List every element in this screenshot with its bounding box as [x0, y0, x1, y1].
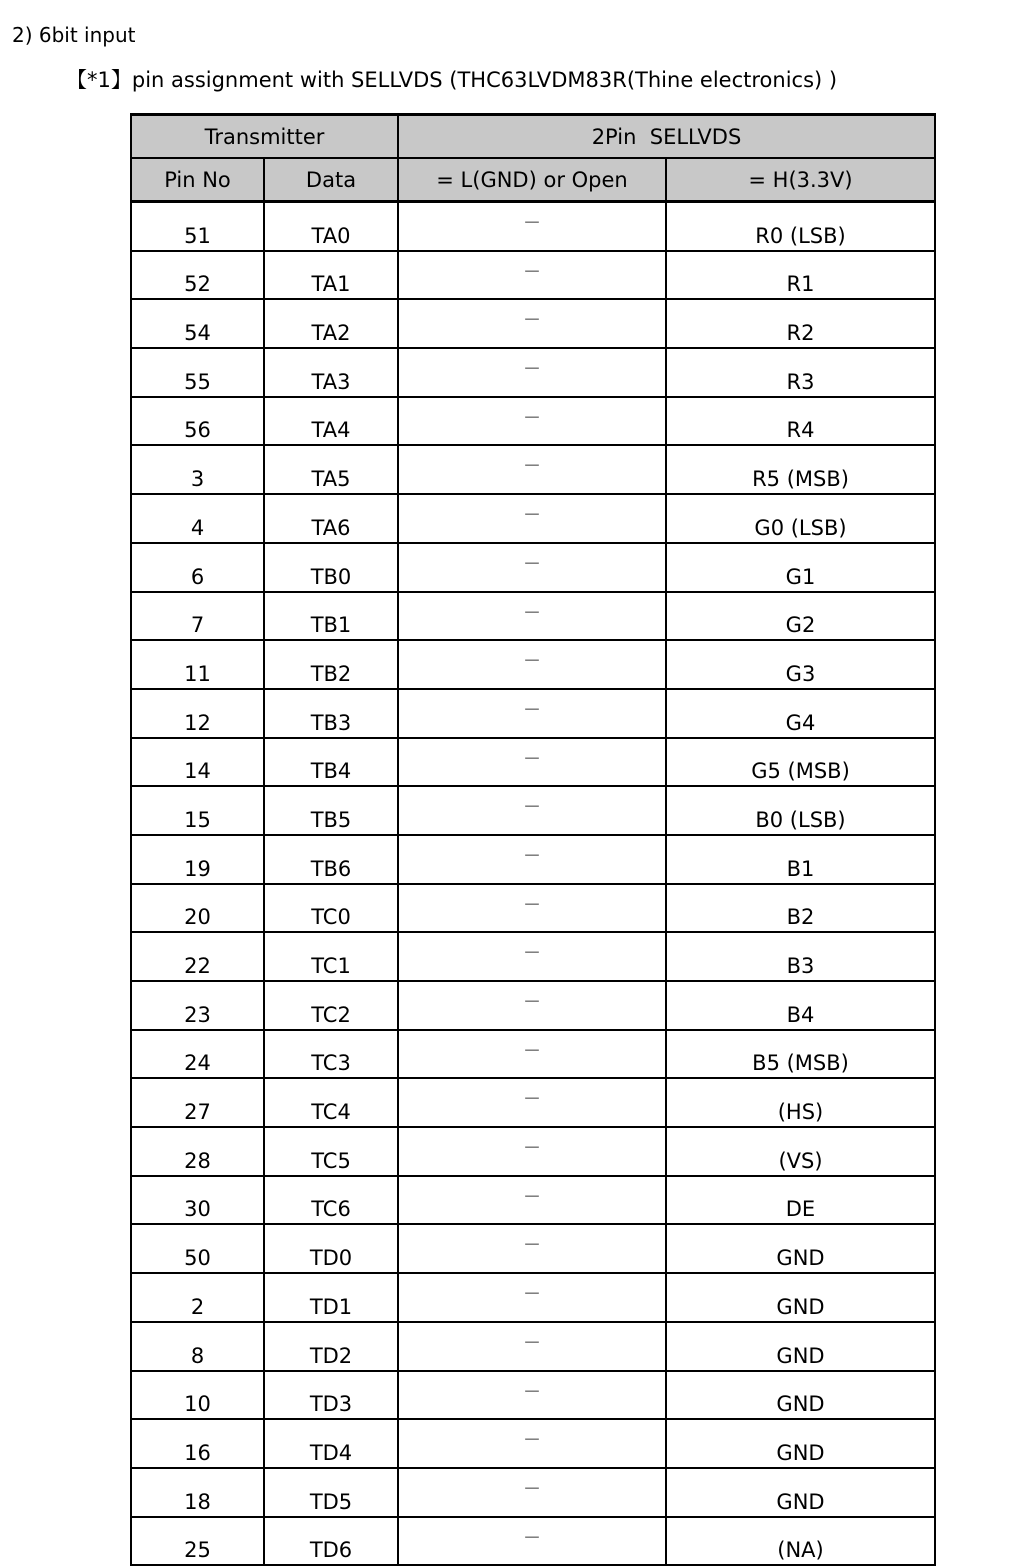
low-level-cell: －: [398, 835, 666, 884]
table-row: [131, 1468, 935, 1517]
data-signal-cell: TC0: [264, 884, 398, 933]
table-row: [131, 202, 935, 251]
table-row: [131, 592, 935, 641]
data-signal-cell: TD6: [264, 1517, 398, 1566]
low-level-cell: －: [398, 592, 666, 641]
high-level-cell: R5 (MSB): [666, 445, 935, 494]
low-level-cell: －: [398, 1176, 666, 1225]
low-level-cell: －: [398, 397, 666, 446]
table-row: [131, 1127, 935, 1176]
table-row: [131, 1224, 935, 1273]
pin-number-cell: 7: [131, 592, 264, 641]
table-row: [131, 1030, 935, 1079]
high-level-cell: B1: [666, 835, 935, 884]
data-signal-cell: TD1: [264, 1273, 398, 1322]
high-level-cell: G0 (LSB): [666, 494, 935, 543]
high-level-cell: G5 (MSB): [666, 738, 935, 787]
table-row: [131, 835, 935, 884]
data-signal-cell: TC4: [264, 1078, 398, 1127]
table-row: [131, 1371, 935, 1420]
low-level-cell: －: [398, 1273, 666, 1322]
low-level-cell: －: [398, 494, 666, 543]
low-level-cell: －: [398, 640, 666, 689]
data-signal-cell: TA0: [264, 202, 398, 251]
low-level-cell: －: [398, 689, 666, 738]
low-level-cell: －: [398, 445, 666, 494]
high-level-cell: R1: [666, 251, 935, 300]
transmitter-header: Transmitter: [131, 115, 398, 159]
data-signal-cell: TD2: [264, 1322, 398, 1371]
pin-no-header: Pin No: [131, 158, 264, 202]
pin-number-cell: 24: [131, 1030, 264, 1079]
data-signal-cell: TB6: [264, 835, 398, 884]
pin-number-cell: 20: [131, 884, 264, 933]
table-row: [131, 932, 935, 981]
pin-number-cell: 11: [131, 640, 264, 689]
table-row: [131, 1517, 935, 1566]
pin-number-cell: 25: [131, 1517, 264, 1566]
low-level-cell: －: [398, 1419, 666, 1468]
low-level-cell: －: [398, 1224, 666, 1273]
high-level-cell: (HS): [666, 1078, 935, 1127]
pin-number-cell: 8: [131, 1322, 264, 1371]
data-signal-cell: TC6: [264, 1176, 398, 1225]
pin-number-cell: 12: [131, 689, 264, 738]
pin-number-cell: 54: [131, 299, 264, 348]
pin-number-cell: 19: [131, 835, 264, 884]
high-level-cell: DE: [666, 1176, 935, 1225]
pin-number-cell: 22: [131, 932, 264, 981]
low-level-cell: －: [398, 1127, 666, 1176]
low-level-cell: －: [398, 884, 666, 933]
data-signal-cell: TC1: [264, 932, 398, 981]
high-level-cell: GND: [666, 1371, 935, 1420]
pin-number-cell: 18: [131, 1468, 264, 1517]
pin-number-cell: 15: [131, 786, 264, 835]
data-signal-cell: TB5: [264, 786, 398, 835]
high-level-cell: G2: [666, 592, 935, 641]
pin-assignment-table: [130, 113, 936, 1566]
table-row: [131, 1273, 935, 1322]
table-body: [131, 202, 935, 1566]
low-header: = L(GND) or Open: [398, 158, 666, 202]
low-level-cell: －: [398, 1322, 666, 1371]
pin-number-cell: 56: [131, 397, 264, 446]
data-signal-cell: TC2: [264, 981, 398, 1030]
section-title: 2) 6bit input: [12, 23, 136, 47]
pin-number-cell: 30: [131, 1176, 264, 1225]
data-signal-cell: TC3: [264, 1030, 398, 1079]
high-level-cell: R4: [666, 397, 935, 446]
header-columns-row: [131, 158, 935, 202]
table-row: [131, 1176, 935, 1225]
data-signal-cell: TB1: [264, 592, 398, 641]
data-signal-cell: TA2: [264, 299, 398, 348]
high-level-cell: G4: [666, 689, 935, 738]
high-level-cell: GND: [666, 1419, 935, 1468]
high-level-cell: R0 (LSB): [666, 202, 935, 251]
data-signal-cell: TA5: [264, 445, 398, 494]
low-level-cell: －: [398, 251, 666, 300]
low-level-cell: －: [398, 1030, 666, 1079]
table-row: [131, 884, 935, 933]
table-row: [131, 738, 935, 787]
header-group-row: [131, 115, 935, 159]
data-signal-cell: TB2: [264, 640, 398, 689]
high-level-cell: GND: [666, 1468, 935, 1517]
table-row: [131, 786, 935, 835]
high-header: = H(3.3V): [666, 158, 935, 202]
high-level-cell: G1: [666, 543, 935, 592]
high-level-cell: B0 (LSB): [666, 786, 935, 835]
pin-number-cell: 23: [131, 981, 264, 1030]
pin-number-cell: 51: [131, 202, 264, 251]
pin-number-cell: 52: [131, 251, 264, 300]
table-row: [131, 348, 935, 397]
data-signal-cell: TB0: [264, 543, 398, 592]
pin-number-cell: 14: [131, 738, 264, 787]
low-level-cell: －: [398, 348, 666, 397]
pin-number-cell: 16: [131, 1419, 264, 1468]
data-signal-cell: TB3: [264, 689, 398, 738]
low-level-cell: －: [398, 1078, 666, 1127]
high-level-cell: B3: [666, 932, 935, 981]
low-level-cell: －: [398, 1371, 666, 1420]
pin-number-cell: 10: [131, 1371, 264, 1420]
table-row: [131, 689, 935, 738]
table-caption: 【*1】pin assignment with SELLVDS (THC63LVDM83R(Thine electronics) ): [66, 68, 838, 92]
high-level-cell: R3: [666, 348, 935, 397]
table-row: [131, 251, 935, 300]
high-level-cell: (VS): [666, 1127, 935, 1176]
high-level-cell: B5 (MSB): [666, 1030, 935, 1079]
pin-number-cell: 4: [131, 494, 264, 543]
high-level-cell: (NA): [666, 1517, 935, 1566]
low-level-cell: －: [398, 738, 666, 787]
low-level-cell: －: [398, 932, 666, 981]
table-row: [131, 445, 935, 494]
table-row: [131, 494, 935, 543]
data-signal-cell: TD5: [264, 1468, 398, 1517]
high-level-cell: B4: [666, 981, 935, 1030]
table-row: [131, 1419, 935, 1468]
low-level-cell: －: [398, 543, 666, 592]
table-row: [131, 543, 935, 592]
data-signal-cell: TC5: [264, 1127, 398, 1176]
data-header: Data: [264, 158, 398, 202]
data-signal-cell: TB4: [264, 738, 398, 787]
data-signal-cell: TA1: [264, 251, 398, 300]
low-level-cell: －: [398, 299, 666, 348]
low-level-cell: －: [398, 981, 666, 1030]
table-row: [131, 1078, 935, 1127]
pin-number-cell: 6: [131, 543, 264, 592]
data-signal-cell: TA3: [264, 348, 398, 397]
high-level-cell: R2: [666, 299, 935, 348]
pin-number-cell: 50: [131, 1224, 264, 1273]
table-row: [131, 1322, 935, 1371]
table-row: [131, 299, 935, 348]
low-level-cell: －: [398, 202, 666, 251]
pin-number-cell: 3: [131, 445, 264, 494]
data-signal-cell: TD0: [264, 1224, 398, 1273]
pin-number-cell: 28: [131, 1127, 264, 1176]
high-level-cell: G3: [666, 640, 935, 689]
pin-number-cell: 2: [131, 1273, 264, 1322]
low-level-cell: －: [398, 1517, 666, 1566]
high-level-cell: B2: [666, 884, 935, 933]
pin-number-cell: 27: [131, 1078, 264, 1127]
table-row: [131, 981, 935, 1030]
sellvds-header: 2Pin SELLVDS: [398, 115, 935, 159]
data-signal-cell: TA6: [264, 494, 398, 543]
low-level-cell: －: [398, 1468, 666, 1517]
high-level-cell: GND: [666, 1322, 935, 1371]
table-row: [131, 397, 935, 446]
data-signal-cell: TD3: [264, 1371, 398, 1420]
data-signal-cell: TA4: [264, 397, 398, 446]
pin-number-cell: 55: [131, 348, 264, 397]
table-row: [131, 640, 935, 689]
data-signal-cell: TD4: [264, 1419, 398, 1468]
low-level-cell: －: [398, 786, 666, 835]
high-level-cell: GND: [666, 1224, 935, 1273]
high-level-cell: GND: [666, 1273, 935, 1322]
